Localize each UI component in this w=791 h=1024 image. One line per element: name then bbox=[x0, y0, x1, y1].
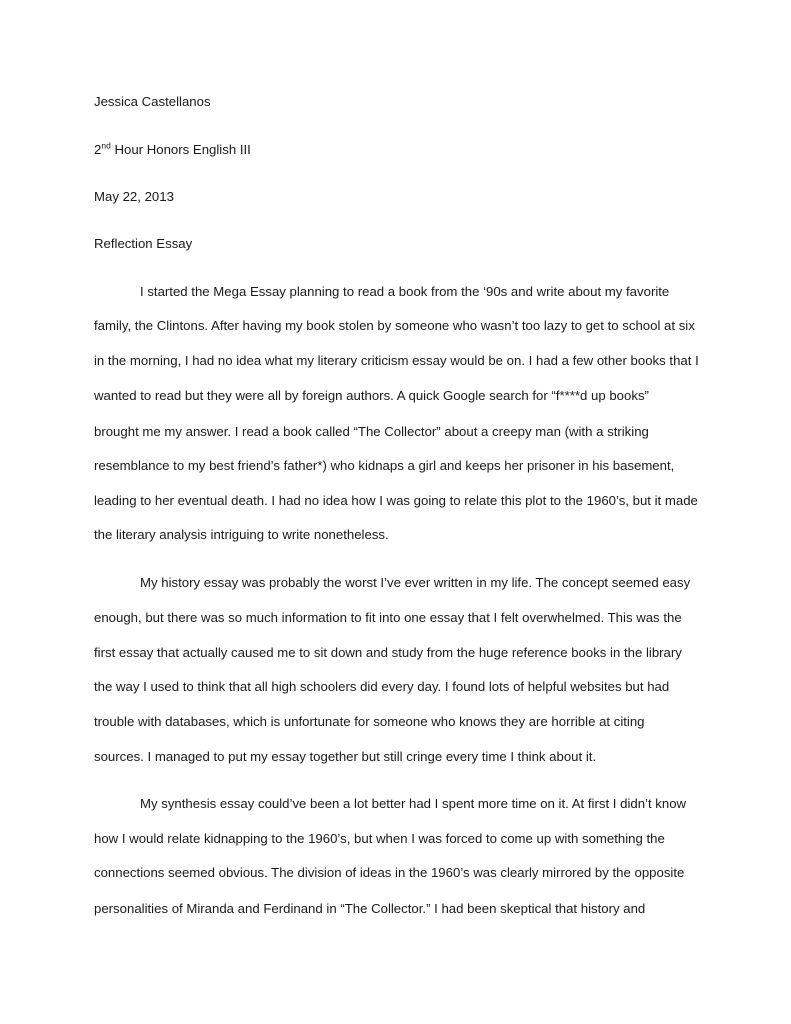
paragraph-line: My history essay was probably the worst I’ve ever written in my life. The concept seemed easy bbox=[140, 575, 691, 590]
class-number: 2 bbox=[94, 142, 102, 157]
paragraph-line: sources. I managed to put my essay together but still cringe every time I think about it. bbox=[94, 749, 597, 764]
paragraph-line: I started the Mega Essay planning to read a book from the ‘90s and write about my favorite bbox=[140, 284, 670, 299]
paragraph-line: how I would relate kidnapping to the 1960’s, but when I was forced to come up with something the bbox=[94, 831, 665, 846]
paragraph-line: enough, but there was so much information to fit into one essay that I felt overwhelmed. This was the bbox=[94, 610, 682, 625]
paragraph-line: family, the Clintons. After having my book stolen by someone who wasn’t too lazy to get to school at six bbox=[94, 318, 695, 333]
essay-title: Reflection Essay bbox=[94, 236, 193, 251]
essay-date: May 22, 2013 bbox=[94, 189, 174, 204]
class-name: Hour Honors English III bbox=[110, 142, 251, 157]
class-ordinal-suffix: nd bbox=[101, 140, 111, 151]
paragraph-line: wanted to read but they were all by foreign authors. A quick Google search for “f****d up books” bbox=[94, 388, 649, 403]
class-line bbox=[94, 142, 251, 158]
paragraph-line: the way I used to think that all high schoolers did every day. I found lots of helpful websites but had bbox=[94, 679, 670, 694]
paragraph-line: leading to her eventual death. I had no idea how I was going to relate this plot to the 1960’s, but it made bbox=[94, 493, 698, 508]
paragraph-line: first essay that actually caused me to sit down and study from the huge reference books in the library bbox=[94, 645, 682, 660]
paragraph-line: resemblance to my best friend’s father*) who kidnaps a girl and keeps her prisoner in his basement, bbox=[94, 458, 675, 473]
paragraph-line: the literary analysis intriguing to write nonetheless. bbox=[94, 527, 389, 542]
paragraph-line: in the morning, I had no idea what my literary criticism essay would be on. I had a few other books that I bbox=[94, 353, 699, 368]
paragraph-line: connections seemed obvious. The division of ideas in the 1960’s was clearly mirrored by the opposite bbox=[94, 865, 685, 880]
paragraph-line: trouble with databases, which is unfortunate for someone who knows they are horrible at citing bbox=[94, 714, 645, 729]
paragraph-line: personalities of Miranda and Ferdinand in “The Collector.” I had been skeptical that history and bbox=[94, 901, 646, 916]
author-name: Jessica Castellanos bbox=[94, 94, 211, 109]
paragraph-line: brought me my answer. I read a book called “The Collector” about a creepy man (with a striking bbox=[94, 424, 649, 439]
paragraph-line: My synthesis essay could’ve been a lot better had I spent more time on it. At first I didn’t know bbox=[140, 796, 687, 811]
